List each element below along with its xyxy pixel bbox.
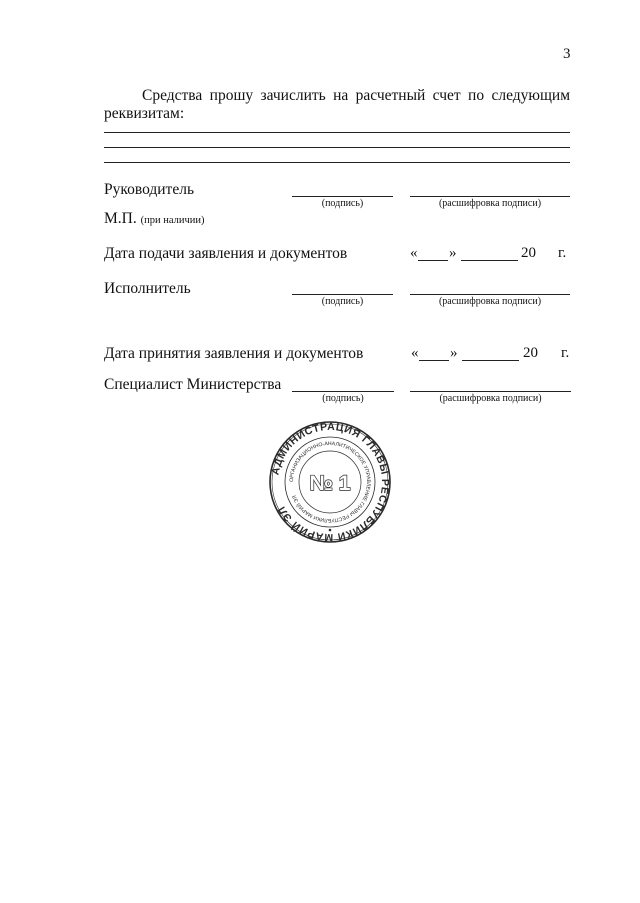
ministry-specialist-label: Специалист Министерства — [104, 376, 282, 393]
submission-year-suffix: г. — [558, 245, 567, 261]
head-signature-caption: (подпись) — [321, 198, 364, 209]
executor-label: Исполнитель — [104, 280, 191, 297]
acceptance-quote-close: » — [450, 345, 458, 361]
seal-outer-text: АДМИНИСТРАЦИЯ ГЛАВЫ РЕСПУБЛИКИ МАРИЙ ЭЛ — [269, 420, 392, 544]
head-decode-line — [410, 196, 570, 197]
requisites-blank-line-2 — [104, 147, 570, 148]
acceptance-day-line — [419, 360, 449, 361]
specialist-signature-caption: (подпись) — [322, 393, 364, 404]
mp-label — [104, 210, 204, 228]
executor-signature-caption: (подпись) — [321, 296, 364, 307]
executor-decode-caption: (расшифровка подписи) — [438, 296, 542, 307]
head-decode-caption: (расшифровка подписи) — [438, 198, 542, 209]
executor-decode-line — [410, 294, 570, 295]
intro-paragraph — [104, 87, 570, 123]
official-seal-stamp — [268, 420, 392, 544]
requisites-blank-line-3 — [104, 162, 570, 163]
head-signature-line — [292, 196, 393, 197]
acceptance-month-line — [462, 360, 519, 361]
acceptance-year-suffix: г. — [561, 345, 570, 361]
submission-month-line — [461, 260, 518, 261]
page-number: 3 — [563, 46, 571, 62]
executor-signature-line — [292, 294, 393, 295]
acceptance-quote-open: « — [411, 345, 419, 361]
submission-year-prefix: 20 — [521, 245, 536, 261]
seal-inner-text: ОРГАНИЗАЦИОННО-АНАЛИТИЧЕСКОЕ УПРАВЛЕНИЕ ГЛАВЫ РЕСПУБЛИКИ МАРИЙ ЭЛ — [288, 440, 372, 524]
intro-line-2: реквизитам: — [104, 105, 185, 122]
submission-day-line — [418, 260, 448, 261]
submission-quote-close: » — [449, 245, 457, 261]
specialist-signature-line — [292, 391, 394, 392]
head-label: Руководитель — [104, 181, 195, 198]
intro-line-1: Средства прошу зачислить на расчетный счет по следующим — [142, 87, 570, 104]
acceptance-date-label: Дата принятия заявления и документов — [104, 345, 364, 362]
acceptance-year-prefix: 20 — [523, 345, 538, 361]
submission-date-label: Дата подачи заявления и документов — [104, 245, 348, 262]
mp-text: М.П. — [104, 210, 137, 227]
submission-quote-open: « — [410, 245, 418, 261]
specialist-decode-line — [410, 391, 571, 392]
mp-note: (при наличии) — [140, 215, 205, 226]
seal-number: № 1 — [309, 472, 351, 495]
specialist-decode-caption: (расшифровка подписи) — [439, 393, 542, 404]
seal-bottom-dot — [329, 529, 332, 532]
requisites-blank-line-1 — [104, 132, 570, 133]
